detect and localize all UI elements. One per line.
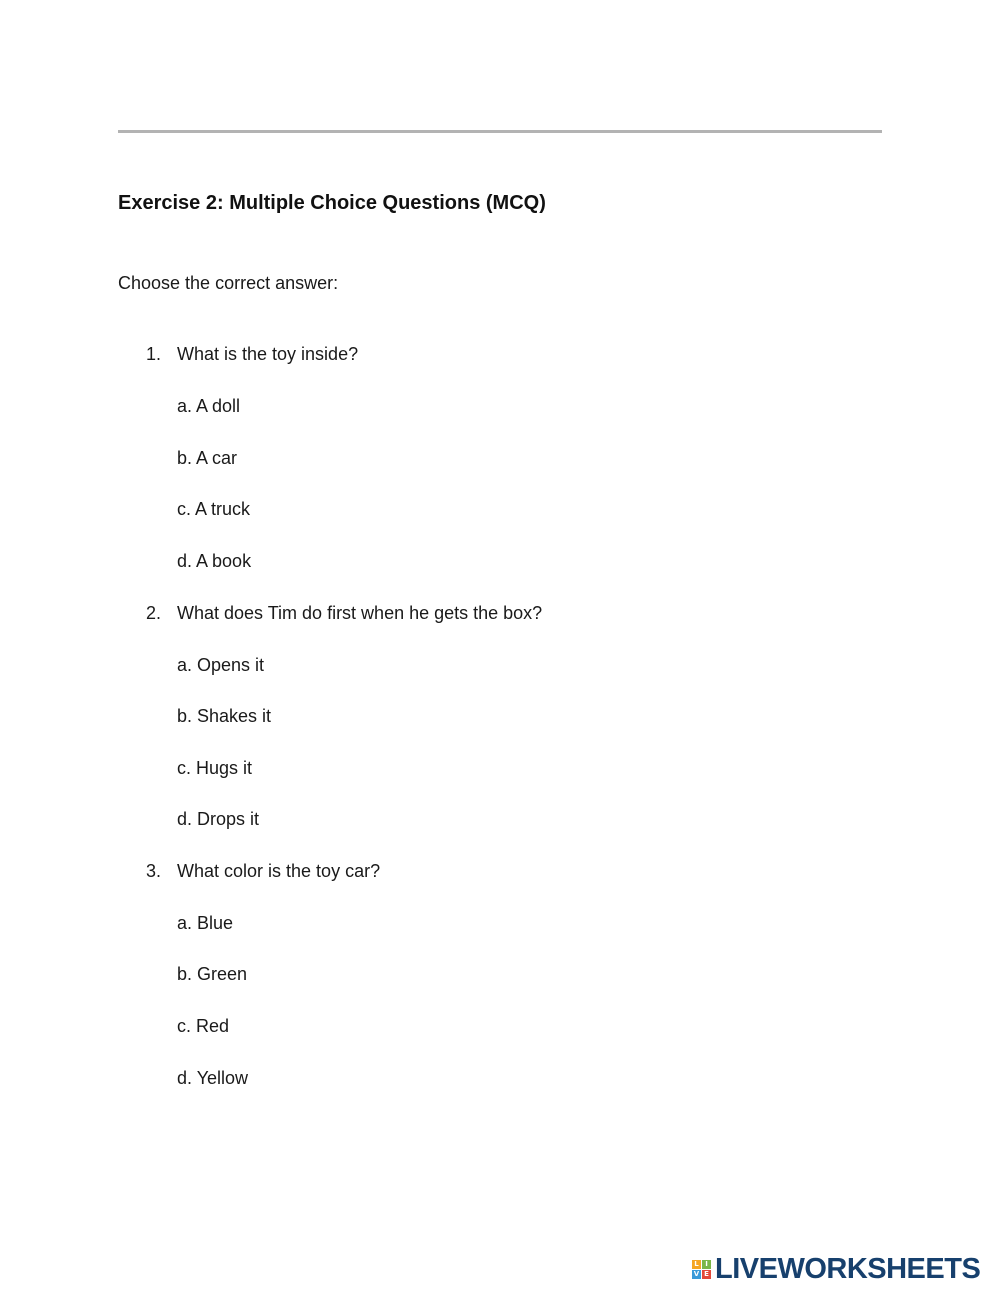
question-text: What does Tim do first when he gets the box? [177,603,543,623]
logo-blocks-icon [692,1260,711,1279]
question-number: 2. [146,603,162,623]
logo-wordmark: LIVEWORKSHEETS [715,1253,981,1285]
liveworksheets-logo [692,1253,980,1285]
answer-option[interactable]: b. Green [177,964,248,984]
logo-block: E [702,1270,711,1279]
answer-option[interactable]: b. Shakes it [177,706,272,726]
question-text: What is the toy inside? [177,344,359,364]
top-divider [118,130,882,133]
answer-option[interactable]: d. A book [177,551,252,571]
answer-option[interactable]: d. Yellow [177,1068,249,1088]
logo-block: I [702,1260,711,1269]
answer-option[interactable]: a. Blue [177,913,234,933]
logo-block: V [693,1269,700,1278]
answer-option[interactable]: c. Red [177,1016,230,1036]
question-text: What color is the toy car? [177,861,381,881]
answer-option[interactable]: b. A car [177,448,238,468]
answer-option[interactable]: a. Opens it [177,655,265,675]
question-number: 1. [146,344,162,364]
answer-option[interactable]: c. A truck [177,499,251,519]
logo-block: L [692,1260,701,1269]
answer-option[interactable]: d. Drops it [177,809,260,829]
answer-option[interactable]: a. A doll [177,396,241,416]
exercise-title: Exercise 2: Multiple Choice Questions (MCQ) [118,192,546,214]
answer-option[interactable]: c. Hugs it [177,758,253,778]
instruction-text: Choose the correct answer: [118,273,339,293]
question-number: 3. [146,861,162,881]
